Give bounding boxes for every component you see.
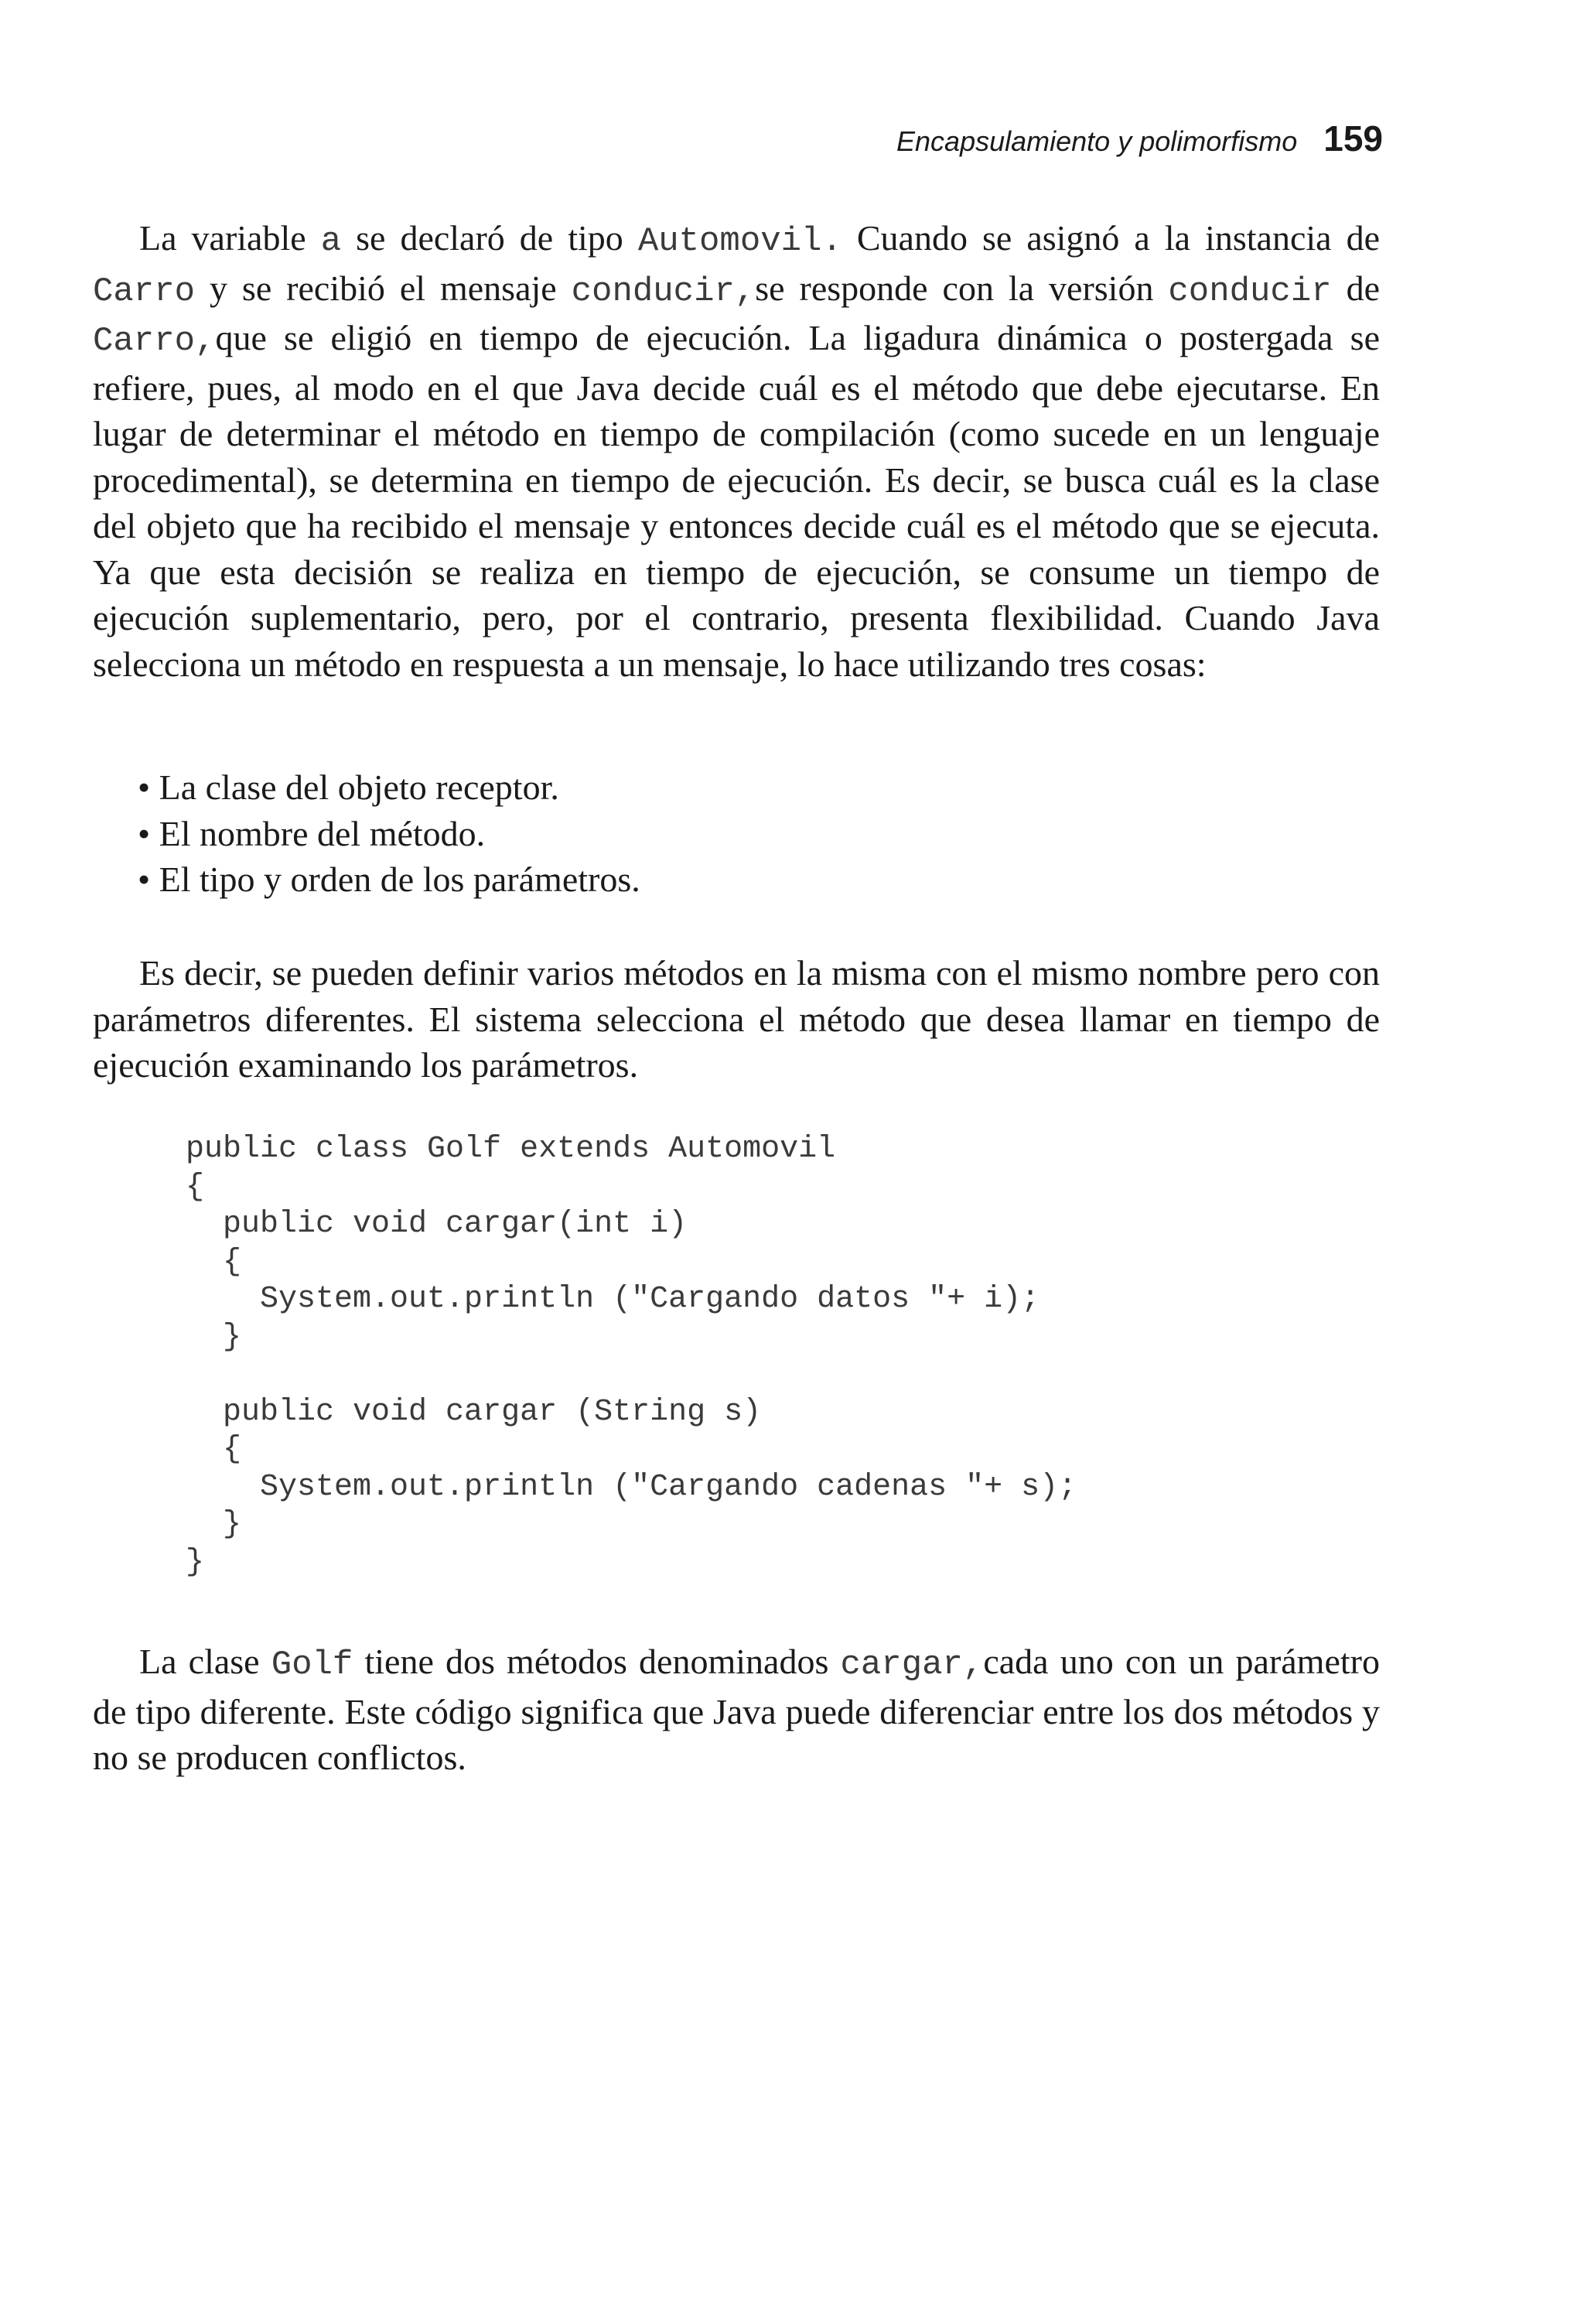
- list-item: • La clase del objeto receptor.: [138, 764, 640, 811]
- paragraph-text: Es decir, se pueden definir varios métodos en la misma con el mismo nombre pero con parámetros diferentes. El sistema selecciona el método que desea llamar en tiempo de ejecución examinando los parámetros.: [93, 953, 1380, 1085]
- bullet-list: [138, 764, 640, 903]
- list-item: • El nombre del método.: [138, 811, 640, 857]
- chapter-title: Encapsulamiento y polimorfismo: [896, 125, 1298, 157]
- text-run: tiene dos métodos denominados: [353, 1642, 841, 1681]
- text-run: La variable: [139, 218, 321, 258]
- code-inline: conducir: [1168, 272, 1332, 311]
- text-run: se declaró de tipo: [341, 218, 638, 258]
- code-inline: cargar,: [840, 1646, 984, 1684]
- text-run: La clase: [139, 1642, 271, 1681]
- paragraph-dynamic-binding: [93, 215, 1380, 687]
- page-number: 159: [1323, 118, 1383, 159]
- text-run: cada uno con un parámetro de tipo diferente. Este código significa que Java puede diferenciar entre los dos métodos y no se producen conflictos.: [93, 1642, 1380, 1777]
- code-listing: public class Golf extends Automovil { public void cargar(int i) { System.out.println ("Cargando datos "+ i); } public void cargar (String s) { System.out.println ("Cargando cadenas "+ s); } }: [186, 1132, 1077, 1580]
- text-run: y se recibió el mensaje: [195, 268, 572, 308]
- text-run: de: [1331, 268, 1381, 308]
- code-inline: a: [320, 222, 342, 261]
- list-item: • El tipo y orden de los parámetros.: [138, 856, 640, 903]
- paragraph-overloading: [93, 950, 1380, 1089]
- text-run: se responde con la versión: [755, 268, 1169, 308]
- text-run: que se eligió en tiempo de ejecución. La ligadura dinámica o postergada se refiere, pues, al modo en el que Java decide cuál es el método que debe ejecutarse. En lugar de determinar el método en tiempo de compilación (como sucede en un lenguaje procedimental), se determina en tiempo de ejecución. Es decir, se busca cuál es la clase del objeto que ha recibido el mensaje y entonces decide cuál es el método que se ejecuta. Ya que esta decisión se realiza en tiempo de ejecución, se consume un tiempo de ejecución suplementario, pero, por el contrario, presenta flexibilidad. Cuando Java selecciona un método en respuesta a un mensaje, lo hace utilizando tres cosas:: [93, 318, 1380, 684]
- paragraph-golf-class: [93, 1639, 1380, 1781]
- code-inline: conducir,: [571, 272, 756, 311]
- code-inline: Carro: [93, 272, 196, 311]
- running-header: [896, 118, 1383, 159]
- code-inline: Golf: [271, 1646, 353, 1684]
- code-inline: Automovil.: [637, 222, 842, 261]
- text-run: Cuando se asignó a la instancia de: [842, 218, 1380, 258]
- code-inline: Carro,: [93, 322, 216, 361]
